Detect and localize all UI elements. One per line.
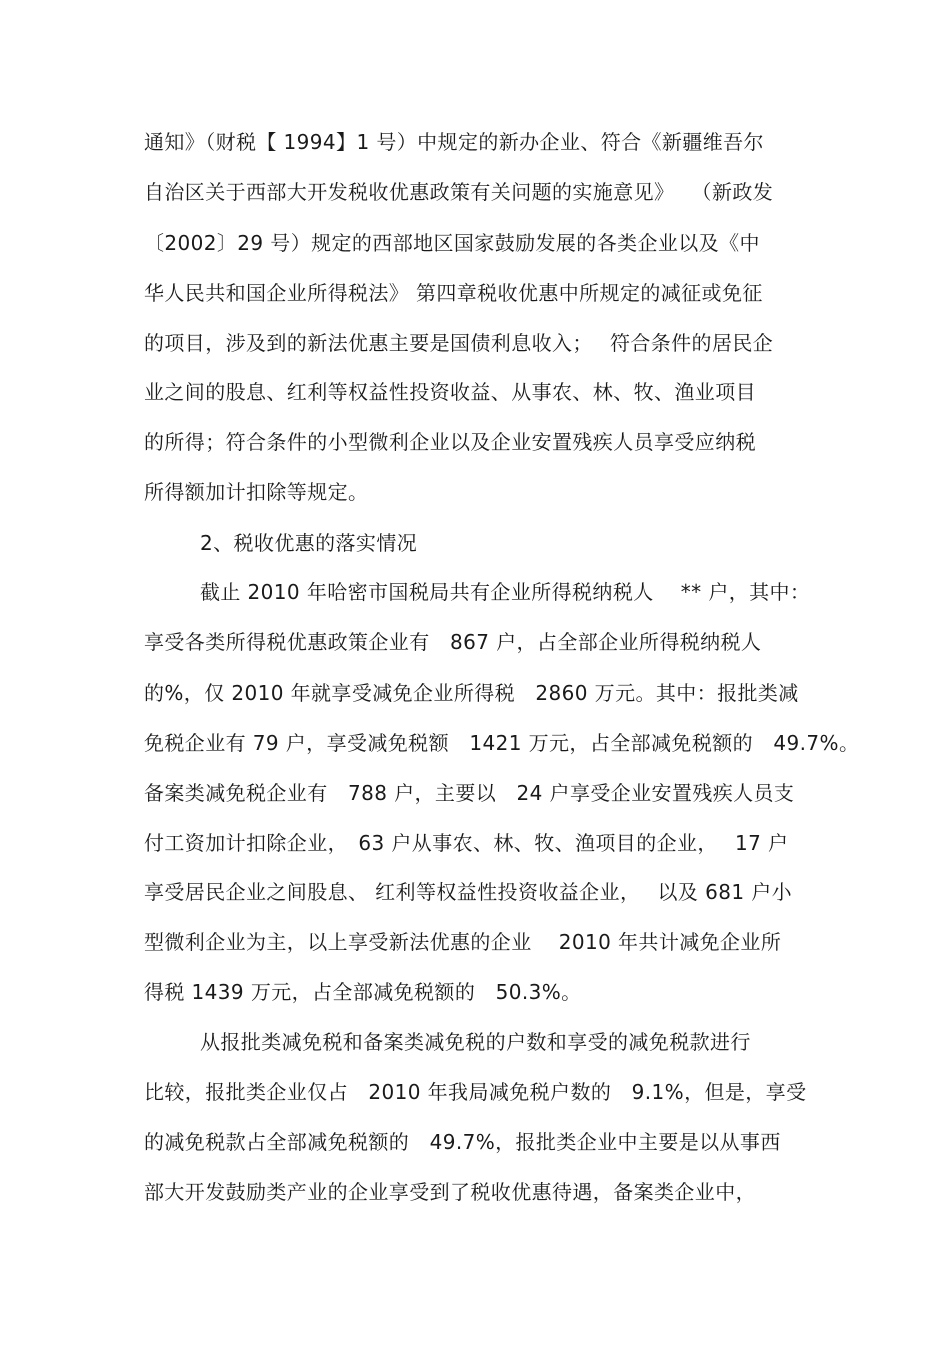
text-line: 比较，报批类企业仅占 2010 年我局减免税户数的 9.1%，但是，享受 [144,1080,807,1104]
text-line: 业之间的股息、红利等权益性投资收益、从事农、林、牧、渔业项目 [144,380,756,404]
text-line: 的项目，涉及到的新法优惠主要是国债利息收入； 符合条件的居民企 [144,331,774,355]
text-line: 型微利企业为主，以上享受新法优惠的企业 2010 年共计减免企业所 [144,930,782,954]
text-line: 通知》（财税【 1994】1 号）中规定的新办企业、符合《新疆维吾尔 [144,130,764,154]
text-line: 免税企业有 79 户，享受减免税额 1421 万元，占全部减免税额的 49.7%。 [144,731,860,755]
text-line: 享受各类所得税优惠政策企业有 867 户，占全部企业所得税纳税人 [144,630,762,654]
text-line: 得税 1439 万元，占全部减免税额的 50.3%。 [144,980,582,1004]
section-heading: 2、税收优惠的落实情况 [200,531,418,555]
text-line: 享受居民企业之间股息、 红利等权益性投资收益企业， 以及 681 户小 [144,880,793,904]
text-line: 自治区关于西部大开发税收优惠政策有关问题的实施意见》 （新政发 [144,180,774,204]
text-line: 付工资加计扣除企业， 63 户从事农、林、牧、渔项目的企业， 17 户 [144,831,789,855]
text-line: 所得额加计扣除等规定。 [144,480,369,504]
text-line: 的所得；符合条件的小型微利企业以及企业安置残疾人员享受应纳税 [144,430,756,454]
text-line: 截止 2010 年哈密市国税局共有企业所得税纳税人 ** 户，其中： [200,580,811,604]
text-line: 备案类减免税企业有 788 户，主要以 24 户享受企业安置残疾人员支 [144,781,795,805]
text-line: 的%，仅 2010 年就享受减免企业所得税 2860 万元。其中：报批类减 [144,681,799,705]
text-line: 〔2002〕29 号）规定的西部地区国家鼓励发展的各类企业以及《中 [144,231,760,255]
text-line: 部大开发鼓励类产业的企业享受到了税收优惠待遇，备案类企业中， [144,1180,756,1204]
text-line: 的减免税款占全部减免税额的 49.7%，报批类企业中主要是以从事西 [144,1130,781,1154]
text-line: 华人民共和国企业所得税法》 第四章税收优惠中所规定的减征或免征 [144,281,763,305]
text-line: 从报批类减免税和备案类减免税的户数和享受的减免税款进行 [200,1030,751,1054]
